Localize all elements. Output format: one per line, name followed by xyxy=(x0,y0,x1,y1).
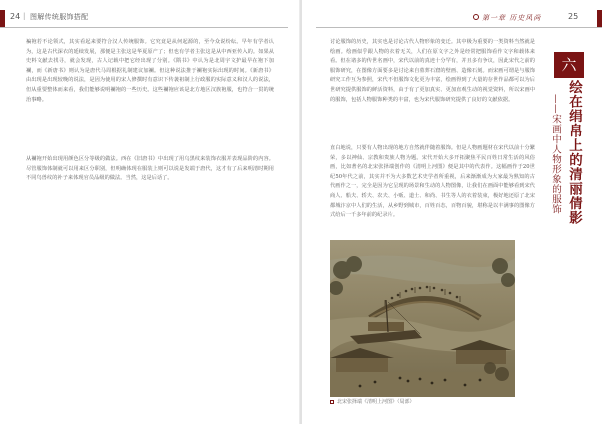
right-page xyxy=(302,0,602,424)
painting-illustration xyxy=(330,240,515,397)
running-title: 图解传统服饰搭配 xyxy=(30,13,89,21)
painting-figure xyxy=(330,240,515,397)
header-rule xyxy=(0,27,288,28)
header-accent-bar xyxy=(0,10,5,27)
right-paragraph-2: 直白地说，只要有人物出现的地方自然就伴随着服饰。但是人物画题材在宋代以前十分繁荣，多以神仙、宗教和贵族人物为题。宋代开始大多开拓聚焦平民百姓日常生活的风俗画，比如著名的北宋张择端创作的《清明上河图》便是其中的代表作。这幅画作于20世纪50年代之前，其实并不为大多数艺术史学者所重视，后来渐渐成为大家最为熟知的古代画作之一，完全是因为它呈现的场景和生动的人物图像，让我们在画面中能够看到宋代商人、船夫、轿夫、农夫、小贩、道士、和尚、书生等人的衣着装束，极好地还原了北宋都城汴京中人们的生活，从乡野到城市，百姓百态，百物百貌，堪称是以丰满事的图像方式给后一千多年前的纪录片。 xyxy=(330,145,535,219)
left-paragraph-1: 褊袍若不论领式，其实看起来要符合汉人传统服饰。它究竟是从何起源的，至今众说纷纭。早年有学者认为，这是古代深衣的延续发展，那便是主张这是华夏原产了；但也有学者主张这是从中西亚传入的。如果从史料文献去找寻，就会发现，古人记载中把它经出现了分别。《隋书》中认为是北周宇文护最早在袍下加襕，而《新唐书》则认为是唐代马周根据礼制建议加襕。但这种说法推于襕袍实际出现的时间。《新唐书》由出现是出现较晚的说法，是因为使用的宋人修撰时有意识下传袭祖制上行政服的实际意义和汉人的说法，但从重要整体而来看，我们能够说明襕袍的一些历史。这些襕袍应该是北方地区汉族袍服，也符合一贯的统治事略。 xyxy=(26,39,274,103)
chapter-label: 第一章 历史风尚 xyxy=(482,14,542,22)
left-paragraph-2: 从襕袍开始出现用颜色区分等级的做法。西在《旧唐书》中出现了用乌黑纹来装饰衣服并表现品阶的内容。尽管服饰体制就可以用来区分职别，但明确体现在服装上则可以说是发端于唐代，这才有了后来明清时期用不同鸟兽纹的补子来体现官员品级的做法。当然，这是后话了。 xyxy=(26,156,274,182)
chapter-ornament-icon xyxy=(473,14,479,20)
left-page-number: 24 xyxy=(10,12,21,21)
section-subtitle: ——宋画中人物形象的服饰 xyxy=(550,94,561,214)
header-separator-icon: | xyxy=(23,12,26,20)
header-accent-bar xyxy=(597,10,602,27)
left-page xyxy=(0,0,300,424)
figure-caption: 北宋张择端《清明上河图》（局部） xyxy=(337,399,415,405)
caption-marker-icon xyxy=(330,400,334,404)
section-title: 绘在绢帛上的清丽倩影 xyxy=(566,80,582,225)
section-number-badge: 六 xyxy=(554,52,584,78)
right-page-number: 25 xyxy=(568,12,579,21)
header-rule xyxy=(316,27,602,28)
right-paragraph-1: 讨论服饰的历史，其实也是讨论古代人物形象的变迁。其中极为重要的一类资料当然就是绘画。绘画似乎跟人物的衣着无关，人们在原文字之外是经常把服饰看作文字和载体来看。但在诸多的传世名画中，宋代以前的真迹十分罕有，并且多有争议，因此宋代之前的服饰研究，在图像方面要多是讨论来自墓葬石窟的壁画、造像石刻。而宋画可谓是与服饰研究工作互为参照，宋代不但服饰文化更为丰富，绘画得到了大量的存世作品都可以为后世研究提供服饰的鲜活资料，由于有了更加真实、更加直观生动的视觉资料，所以宋画中的服饰，包括人物服饰种类的丰富，也为宋代服饰研究提供了良好的文献依据。 xyxy=(330,39,535,103)
